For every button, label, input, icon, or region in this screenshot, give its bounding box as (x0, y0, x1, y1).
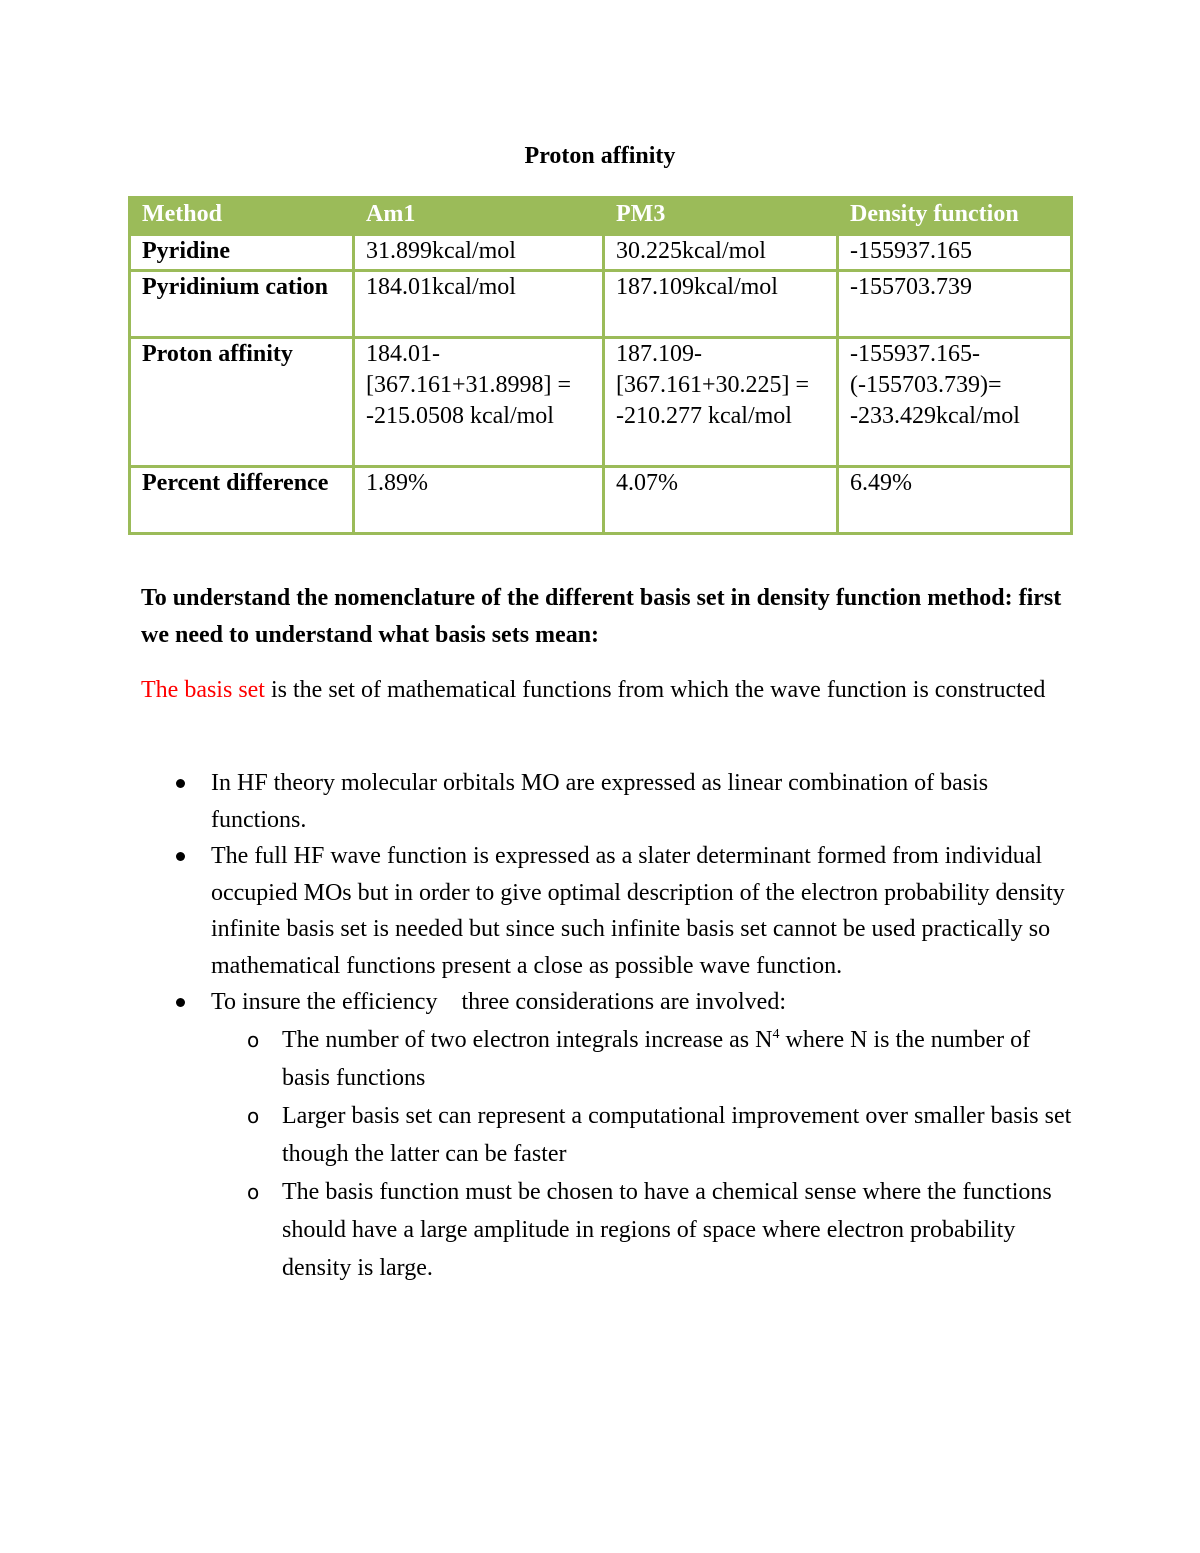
sub-list-item (211, 1021, 1072, 1097)
sub-bullet-text: Larger basis set can represent a computational improvement over smaller basis set though the latter can be faster (282, 1102, 1072, 1167)
bullet-text: In HF theory molecular orbitals MO are expressed as linear combination of basis functions. (211, 770, 989, 833)
sub-bullet-list (211, 1021, 1071, 1287)
bullet-icon (176, 852, 185, 861)
cell-density-function: -155937.165-(-155703.739)= -233.429kcal/mol (838, 338, 1072, 467)
bullet-list (0, 765, 1200, 1287)
sub-list-item (211, 1097, 1072, 1173)
proton-affinity-table (128, 196, 1073, 535)
cell-pm3: 4.07% (604, 467, 838, 534)
cell-density-function: -155937.165 (838, 235, 1072, 271)
basis-set-definition (141, 673, 1071, 708)
sub-bullet-text: The basis function must be chosen to have a chemical sense where the functions should have a large amplitude in regions of space where electron probability density is large. (282, 1178, 1052, 1281)
table-row-percent-difference (130, 467, 1072, 534)
intro-heading: To understand the nomenclature of the different basis set in density function method: first we need to understand what basis sets mean: (141, 585, 1062, 648)
hollow-bullet-icon: o (247, 1103, 260, 1128)
cell-density-function: -155703.739 (838, 271, 1072, 338)
header-method: Method (130, 198, 354, 235)
cell-pm3: 187.109kcal/mol (604, 271, 838, 338)
bullet-text: To insure the efficiency three considerations are involved: (211, 989, 787, 1015)
row-label: Percent difference (130, 467, 354, 534)
cell-pm3: 187.109-[367.161+30.225] = -210.277 kcal/mol (604, 338, 838, 467)
cell-am1: 1.89% (354, 467, 604, 534)
header-density-function: Density function (838, 198, 1072, 235)
definition-term: The basis set (141, 677, 265, 703)
bullet-icon (176, 998, 185, 1007)
page-title: Proton affinity (524, 143, 676, 169)
cell-density-function: 6.49% (838, 467, 1072, 534)
row-label: Pyridine (130, 235, 354, 271)
table-row-pyridinium-cation (130, 271, 1072, 338)
row-label: Proton affinity (130, 338, 354, 467)
bullet-text: The full HF wave function is expressed as a slater determinant formed from individual occupied MOs but in order to give optimal description of the electron probability density infinite basis set is needed but since such infinite basis set cannot be used practically so mathematical functions present a close as possible wave function. (211, 843, 1065, 979)
header-pm3: PM3 (604, 198, 838, 235)
table-row-pyridine (130, 235, 1072, 271)
cell-pm3: 30.225kcal/mol (604, 235, 838, 271)
list-item (0, 765, 1071, 838)
table-row-proton-affinity (130, 338, 1072, 467)
cell-am1: 184.01kcal/mol (354, 271, 604, 338)
row-label: Pyridinium cation (130, 271, 354, 338)
sub-list-item (211, 1173, 1072, 1287)
hollow-bullet-icon: o (247, 1179, 260, 1204)
bullet-icon (176, 779, 185, 788)
cell-am1: 184.01-[367.161+31.8998] = -215.0508 kcal/mol (354, 338, 604, 467)
cell-am1: 31.899kcal/mol (354, 235, 604, 271)
list-item (0, 984, 1071, 1287)
header-am1: Am1 (354, 198, 604, 235)
sub-bullet-text-cont: where N is the number of basis functions (282, 1026, 1031, 1091)
list-item (0, 838, 1071, 984)
definition-text: is the set of mathematical functions from which the wave function is constructed (264, 677, 1046, 703)
superscript-exponent: 4 (772, 1026, 780, 1042)
table-header-row (130, 198, 1072, 235)
hollow-bullet-icon: o (247, 1027, 260, 1052)
sub-bullet-text: The number of two electron integrals increase as N (282, 1026, 773, 1053)
